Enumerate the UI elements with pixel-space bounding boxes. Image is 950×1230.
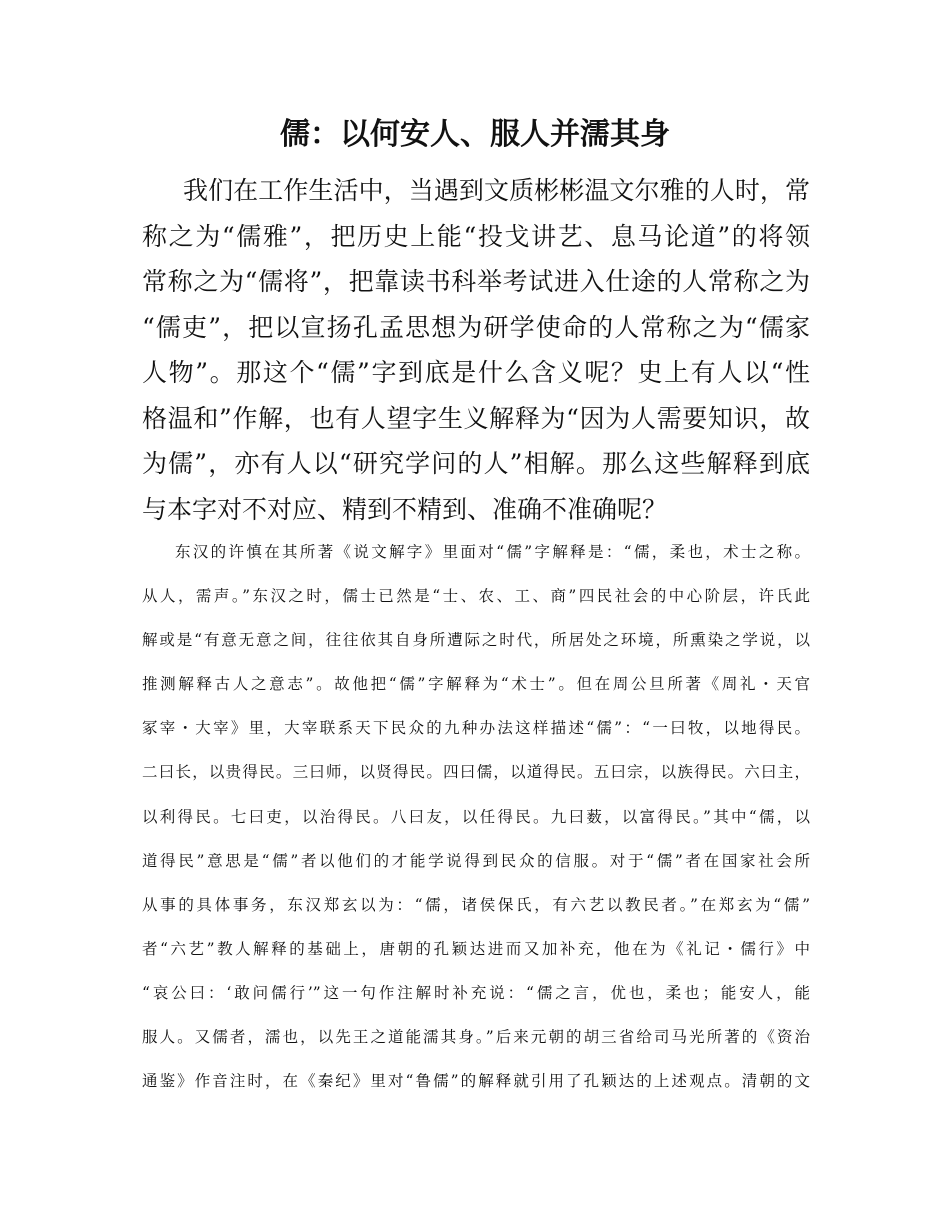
- text-line: “哀公曰：‘敢问儒行’”这一句作注解时补充说：“儒之言，优也，柔也；能安人，能: [142, 983, 810, 1002]
- text-line: 解或是“有意无意之间，往往依其自身所遭际之时代，所居处之环境，所熏染之学说，以: [142, 631, 810, 650]
- document-title: 儒：以何安人、服人并濡其身: [280, 117, 670, 152]
- text-line: 服人。又儒者，濡也，以先王之道能濡其身。”后来元朝的胡三省给司马光所著的《资治: [142, 1028, 810, 1047]
- text-line: 常称之为“儒将”，把靠读书科举考试进入仕途的人常称之为: [142, 267, 810, 296]
- text-line: 二曰长，以贵得民。三曰师，以贤得民。四曰儒，以道得民。五曰宗，以族得民。六曰主，: [142, 763, 810, 782]
- text-line: 从事的具体事务，东汉郑玄以为：“儒，诸侯保氏，有六艺以教民者。”在郑玄为“儒”: [142, 895, 810, 914]
- text-line: 以利得民。七曰吏，以治得民。八曰友，以任得民。九曰薮，以富得民。”其中“儒，以: [142, 807, 810, 826]
- text-line: 格温和”作解，也有人望字生义解释为“因为人需要知识，故: [142, 403, 810, 433]
- text-line: 冢宰・大宰》里，大宰联系天下民众的九种办法这样描述“儒”：“一曰牧，以地得民。: [142, 719, 810, 738]
- text-line: 称之为“儒雅”，把历史上能“投戈讲艺、息马论道”的将领: [142, 221, 810, 251]
- text-line: 与本字对不对应、精到不精到、准确不准确呢？: [142, 494, 668, 524]
- text-line: 人物”。那这个“儒”字到底是什么含义呢？史上有人以“性: [142, 358, 810, 387]
- text-line: 我们在工作生活中，当遇到文质彬彬温文尔雅的人时，常: [183, 176, 810, 205]
- text-line: 道得民”意思是“儒”者以他们的才能学说得到民众的信服。对于“儒”者在国家社会所: [142, 851, 810, 870]
- text-line: 为儒”，亦有人以“研究学问的人”相解。那么这些解释到底: [142, 449, 810, 478]
- text-line: 者“六艺”教人解释的基础上，唐朝的孔颖达进而又加补充，他在为《礼记・儒行》中: [142, 939, 810, 958]
- intro-paragraph: [142, 168, 810, 532]
- text-line: 通鉴》作音注时，在《秦纪》里对“鲁儒”的解释就引用了孔颖达的上述观点。清朝的文: [142, 1072, 810, 1091]
- text-line: “儒吏”，把以宣扬孔孟思想为研学使命的人常称之为“儒家: [142, 312, 810, 342]
- text-line: 推测解释古人之意志”。故他把“儒”字解释为“术士”。但在周公旦所著《周礼・天官: [142, 675, 810, 694]
- body-paragraph: [142, 537, 810, 1110]
- text-line: 从人，需声。”东汉之时，儒士已然是“士、农、工、商”四民社会的中心阶层，许氏此: [142, 587, 810, 606]
- text-line: 东汉的许慎在其所著《说文解字》里面对“儒”字解释是：“儒，柔也，术士之称。: [175, 543, 810, 561]
